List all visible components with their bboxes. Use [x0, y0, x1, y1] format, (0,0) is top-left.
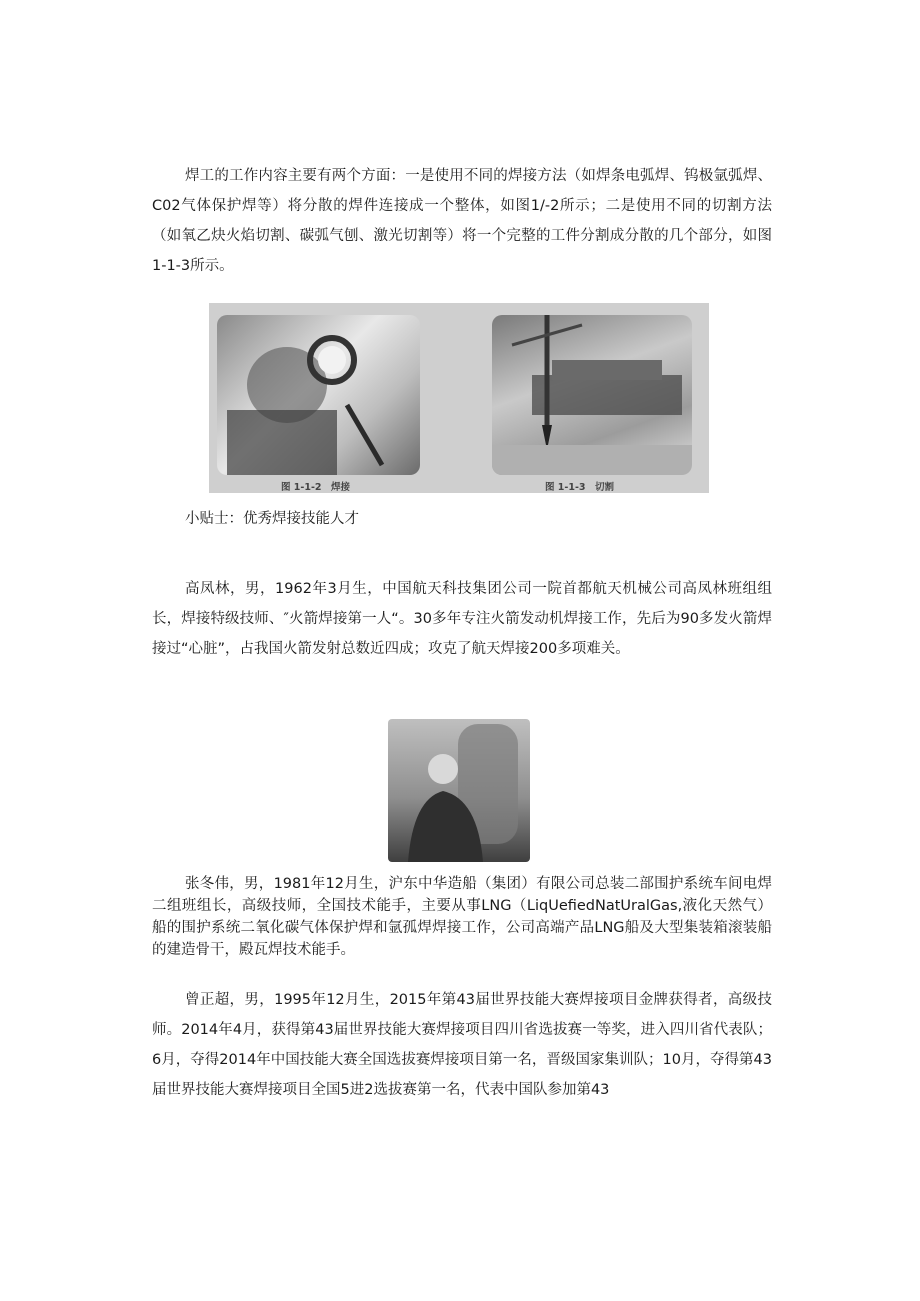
cut-figure-caption: 图 1-1-3 切割: [545, 482, 615, 493]
weld-figure-caption: 图 1-1-2 焊接: [281, 482, 351, 493]
welder-illustration: [217, 315, 420, 475]
tip-heading: 小贴士：优秀焊接技能人才: [185, 511, 359, 527]
portrait-photo: [388, 719, 530, 862]
zeng-zhengchao-paragraph: 曾正超，男，1995年12月生，2015年第43届世界技能大赛焊接项目金牌获得者，高级技师。2014年4月，获得第43届世界技能大赛焊接项目四川省选拔赛一等奖，进入四川省代表队；6月，夺得2014年中国技能大赛全国选拔赛焊接项目第一名，晋级国家集训队；10月，夺得第43届世界技能大赛焊接项目全国5进2选拔赛第一名，代表中国队参加第43: [152, 992, 772, 1098]
figure-strip: [209, 303, 709, 493]
cutting-machine-illustration: [492, 315, 692, 475]
worker-portrait-illustration: [388, 719, 530, 862]
intro-paragraph: 焊工的工作内容主要有两个方面：一是使用不同的焊接方法（如焊条电弧焊、钨极氩弧焊、C02气体保护焊等）将分散的焊件连接成一个整体，如图1/-2所示；二是使用不同的切割方法（如氧乙炔火焰切割、碳弧气刨、激光切割等）将一个完整的工件分割成分散的几个部分，如图1-1-3所示。: [152, 168, 772, 274]
zhang-dongwei-paragraph: 张冬伟，男，1981年12月生，沪东中华造船（集团）有限公司总装二部围护系统车间电焊二组班组长，高级技师，全国技术能手，主要从事LNG（LiqUefiedNatUralGas,液化天然气）船的围护系统二氧化碳气体保护焊和氩孤焊焊接工作，公司高端产品LNG船及大型集装箱滚装船的建造骨干，殿瓦焊技术能手。: [152, 876, 772, 958]
welding-photo: [217, 315, 420, 475]
gao-fenglin-paragraph: 高凤林，男，1962年3月生，中国航天科技集团公司一院首都航天机械公司高凤林班组组长，焊接特级技师、″火箭焊接第一人“。30多年专注火箭发动机焊接工作，先后为90多发火箭焊接过“心脏”，占我国火箭发射总数近四成；攻克了航天焊接200多项难关。: [152, 581, 772, 657]
cutting-photo: [492, 315, 692, 475]
